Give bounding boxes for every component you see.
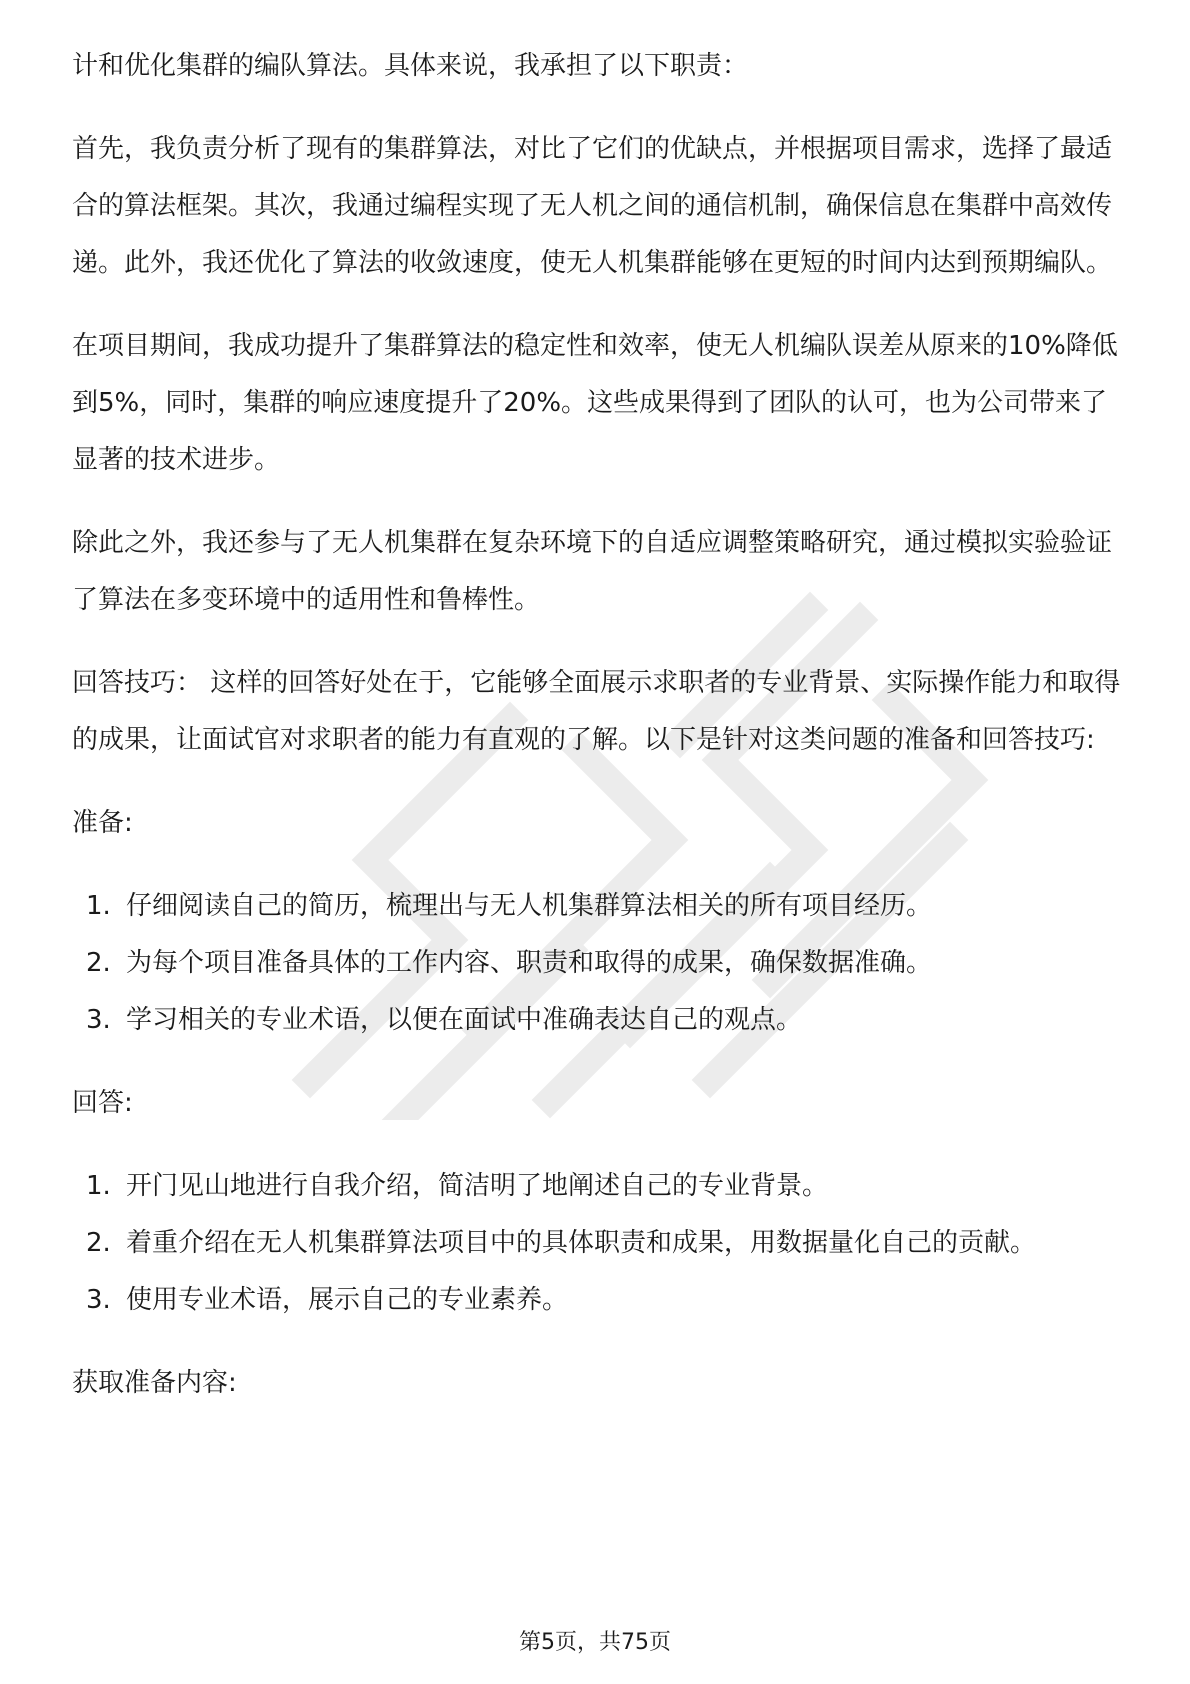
- answer-list: [72, 1158, 1122, 1329]
- list-item: 1. 开门见山地进行自我介绍，简洁明了地阐述自己的专业背景。: [86, 1171, 829, 1201]
- list-item: 3. 使用专业术语，展示自己的专业素养。: [86, 1285, 569, 1315]
- paragraph-4: 除此之外，我还参与了无人机集群在复杂环境下的自适应调整策略研究，通过模拟实验验证了算法在多变环境中的适用性和鲁棒性。: [72, 528, 1113, 615]
- paragraph-1: 计和优化集群的编队算法。具体来说，我承担了以下职责：: [72, 51, 749, 81]
- prep-heading: 准备:: [72, 808, 133, 838]
- list-item: 3. 学习相关的专业术语，以便在面试中准确表达自己的观点。: [86, 1005, 803, 1035]
- list-item: 2. 为每个项目准备具体的工作内容、职责和取得的成果，确保数据准确。: [86, 948, 933, 978]
- list-item: 2. 着重介绍在无人机集群算法项目中的具体职责和成果，用数据量化自己的贡献。: [86, 1228, 1037, 1258]
- prep-list: [72, 878, 1122, 1049]
- answer-heading: 回答:: [72, 1088, 133, 1118]
- list-item: 1. 仔细阅读自己的简历，梳理出与无人机集群算法相关的所有项目经历。: [86, 891, 933, 921]
- page-number: 第5页，共75页: [519, 1630, 671, 1655]
- paragraph-2: 首先，我负责分析了现有的集群算法，对比了它们的优缺点，并根据项目需求，选择了最适合的算法框架。其次，我通过编程实现了无人机之间的通信机制，确保信息在集群中高效传递。此外，我还优化了算法的收敛速度，使无人机集群能够在更短的时间内达到预期编队。: [72, 134, 1113, 278]
- document-body: [72, 38, 1122, 1438]
- paragraph-3: 在项目期间，我成功提升了集群算法的稳定性和效率，使无人机编队误差从原来的10%降低到5%，同时，集群的响应速度提升了20%。这些成果得到了团队的认可，也为公司带来了显著的技术进步。: [72, 331, 1118, 475]
- final-heading: 获取准备内容:: [72, 1368, 237, 1398]
- paragraph-5: 回答技巧： 这样的回答好处在于，它能够全面展示求职者的专业背景、实际操作能力和取得的成果，让面试官对求职者的能力有直观的了解。以下是针对这类问题的准备和回答技巧:: [72, 668, 1121, 755]
